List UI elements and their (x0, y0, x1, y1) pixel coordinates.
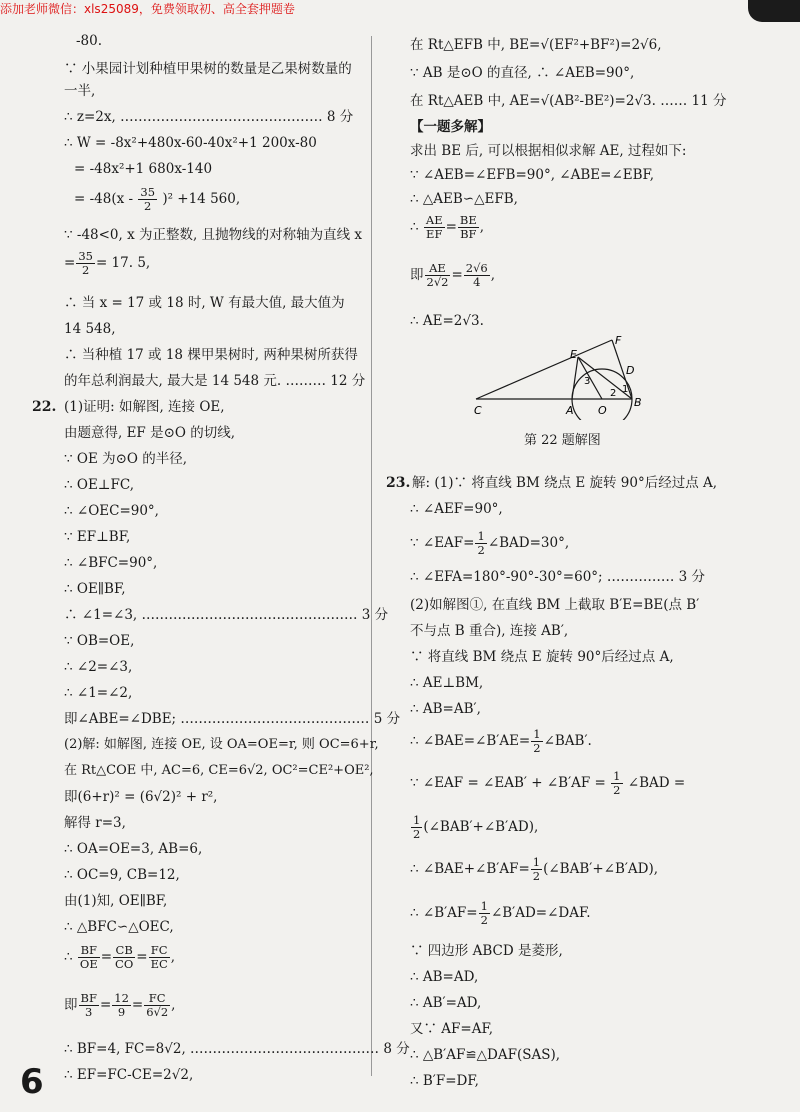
label-A: A (566, 404, 574, 417)
text-line: = $\frac{35}{2}$ = 17. 5, (64, 249, 151, 277)
denominator: 2 (533, 741, 541, 755)
text-line: 在 Rt△EFB 中, BE=√(EF²+BF²)=2√6, (410, 37, 662, 53)
section-heading: 【一题多解】 (410, 119, 491, 135)
text-line: ∴ AE⊥BM, (410, 675, 484, 691)
numerator: 35 (78, 249, 93, 263)
score-line: 即∠ABE=∠DBE; …………………………………… 5 分 (64, 711, 401, 727)
text-line: 解得 r=3, (64, 815, 126, 831)
fraction (458, 214, 479, 241)
text-line: (1)证明: 如解图, 连接 OE, (64, 399, 225, 415)
text-line: ∴ AE=2√3. (410, 313, 484, 329)
right-column (372, 0, 800, 1112)
text-line: 由题意得, EF 是⊙O 的切线, (64, 425, 236, 441)
numerator: 1 (480, 899, 488, 913)
fraction (479, 900, 490, 927)
text-fragment: 即 (64, 997, 78, 1013)
denominator: 2 (532, 869, 541, 883)
denominator: 4 (473, 275, 481, 289)
line-EA (572, 357, 578, 399)
equation-line: ∴ $\frac{BF}{OE}$ = $\frac{CB}{CO}$ = $\frac{FC}{EC}$ , (64, 943, 176, 971)
text-line: ∵ AB 是⊙O 的直径, ∴ ∠AEB=90°, (410, 65, 635, 81)
fraction (611, 770, 622, 797)
label-E: E (570, 348, 577, 361)
text-line: ∵ 将直线 BM 绕点 E 旋转 90°后经过点 A, (410, 649, 674, 665)
text-fragment: )² +14 560, (162, 191, 241, 207)
label-D: D (626, 364, 635, 377)
denominator: 2 (144, 199, 152, 213)
score-line: ∴ z=2x, ……………………………………… 8 分 (64, 109, 354, 125)
text-line: 由(1)知, OE∥BF, (64, 893, 168, 909)
figure-caption: 第 22 题解图 (524, 433, 601, 448)
fraction (149, 944, 170, 971)
text-line: 14 548, (64, 321, 116, 337)
text-line: ∴ W = -8x²+480x-60-40x²+1 200x-80 (64, 135, 317, 151)
text-line: = -48x²+1 680x-140 (74, 161, 213, 177)
fraction (424, 214, 445, 241)
text-fragment: ∴ ∠BAE+∠B′AF= (410, 861, 530, 877)
text-line: ∴ OC=9, CB=12, (64, 867, 180, 883)
equation-line (410, 530, 569, 557)
denominator: EC (150, 957, 168, 971)
equation-line: 即 $\frac{BF}{3}$ = $\frac{12}{9}$ = $\frac{FC}{6√2}$ , (64, 991, 176, 1019)
equation-line (410, 770, 685, 797)
numerator: FC (144, 992, 170, 1006)
text-line: -80. (76, 33, 103, 49)
text-line: ∵ OB=OE, (64, 633, 135, 649)
denominator: EF (426, 227, 443, 241)
fraction (475, 530, 486, 557)
numerator: AE (425, 213, 443, 227)
text-fragment: = -48(x - (74, 191, 134, 207)
text-line: ∴ B′F=DF, (410, 1073, 479, 1089)
text-fragment: ∵ ∠EAF = ∠EAB′ + ∠B′AF = (410, 775, 606, 791)
text-line: ∴ ∠OEC=90°, (64, 503, 159, 519)
text-line: ∴ AB=AB′, (410, 701, 481, 717)
fraction (464, 262, 490, 289)
text-fragment: ∠BAD=30°, (487, 535, 570, 551)
text-line: 在 Rt△COE 中, AC=6, CE=6√2, OC²=CE²+OE², (64, 763, 374, 778)
denominator: CO (115, 957, 134, 971)
numerator: AE (425, 262, 451, 276)
numerator: 12 (114, 991, 129, 1005)
label-F: F (615, 334, 622, 347)
text-line: ∵ ∠AEB=∠EFB=90°, ∠ABE=∠EBF, (410, 167, 655, 183)
text-fragment: ∠B′AD=∠DAF. (490, 905, 591, 921)
text-line: ∵ -48<0, x 为正整数, 且抛物线的对称轴为直线 x (64, 227, 362, 243)
text-line: ∴ ∠BFC=90°, (64, 555, 158, 571)
text-line: 不与点 B 重合), 连接 AB′, (410, 623, 569, 639)
fraction (79, 992, 99, 1019)
score-line: ∴ ∠EFA=180°-90°-30°=60°; …………… 3 分 (410, 569, 706, 585)
numerator: BE (459, 213, 477, 227)
equation-line (410, 728, 592, 755)
text-fragment: ∴ ∠B′AF= (410, 905, 478, 921)
text-line: ∴ OE⊥FC, (64, 477, 135, 493)
numerator: 35 (140, 185, 156, 199)
text-line: (2)解: 如解图, 连接 OE, 设 OA=OE=r, 则 OC=6+r, (64, 737, 379, 752)
angle-label-2: 2 (610, 388, 617, 399)
watermark-text: 添加老师微信：xls25089，免费领取初、高全套押题卷 (0, 2, 295, 16)
denominator: 6√2 (146, 1005, 169, 1019)
text-fragment: (∠BAB′+∠B′AD), (423, 819, 539, 835)
text-line: ∴ ∠AEF=90°, (410, 501, 503, 517)
numerator: 1 (477, 529, 485, 543)
text-fragment: ∠BAD = (627, 775, 686, 791)
text-fragment: = 17. 5, (95, 255, 151, 271)
fraction (138, 186, 157, 213)
numerator: BF (80, 991, 97, 1005)
text-line: 一半, (64, 83, 96, 99)
fraction (531, 728, 542, 755)
denominator: 9 (117, 1005, 126, 1019)
denominator: 2 (413, 827, 421, 841)
score-line: 在 Rt△AEB 中, AE=√(AB²-BE²)=2√3. …… 11 分 (410, 93, 727, 109)
label-B: B (634, 396, 642, 409)
equation-line: ∴ $\frac{AE}{EF}$ = $\frac{BE}{BF}$ , (410, 213, 485, 241)
text-line: ∴ EF=FC-CE=2√2, (64, 1067, 194, 1083)
text-line: ∵ 四边形 ABCD 是菱形, (410, 943, 563, 959)
question-number: 23. (386, 475, 411, 491)
text-line: ∴ △BFC∽△OEC, (64, 919, 174, 935)
numerator: 1 (532, 855, 541, 869)
text-line: ∴ 当种植 17 或 18 棵甲果树时, 两种果树所获得 (64, 347, 358, 363)
denominator: BF (460, 227, 477, 241)
text-line: ∵ OE 为⊙O 的半径, (64, 451, 188, 467)
fraction (425, 262, 451, 289)
denominator: 2√2 (426, 275, 449, 289)
fraction (113, 944, 135, 971)
numerator: 1 (613, 769, 621, 783)
fraction (78, 944, 100, 971)
denominator: OE (79, 957, 98, 971)
text-line: ∴ AB′=AD, (410, 995, 482, 1011)
numerator: 1 (413, 813, 421, 827)
text-fragment: ∴ (410, 219, 419, 235)
denominator: 2 (81, 263, 90, 277)
denominator: 2 (477, 543, 485, 557)
page-number: 6 (20, 1062, 44, 1102)
numerator: BF (78, 944, 100, 958)
text-line: (2)如解图①, 在直线 BM 上截取 B′E=BE(点 B′ (410, 597, 700, 613)
text-line: ∴ △B′AF≌△DAF(SAS), (410, 1047, 561, 1063)
text-line (74, 186, 240, 213)
fraction (76, 250, 95, 277)
text-fragment: ∴ ∠BAE=∠B′AE= (410, 733, 531, 749)
numerator: CB (113, 944, 135, 958)
text-fragment: 即 (410, 267, 424, 283)
text-line: 即(6+r)² = (6√2)² + r², (64, 789, 218, 805)
text-line: 求出 BE 后, 可以根据相似求解 AE, 过程如下: (410, 143, 687, 159)
denominator: 2 (480, 913, 488, 927)
text-fragment: (∠BAB′+∠B′AD), (543, 861, 659, 877)
equation-line: 即 $\frac{AE}{2√2}$ = $\frac{2√6}{4}$ , (410, 261, 496, 289)
score-line: ∴ BF=4, FC=8√2, …………………………………… 8 分 (64, 1041, 410, 1057)
label-O: O (598, 404, 607, 417)
text-line: 又∵ AF=AF, (410, 1021, 494, 1037)
text-line: ∴ 当 x = 17 或 18 时, W 有最大值, 最大值为 (64, 295, 345, 311)
fraction (411, 814, 422, 841)
fraction (112, 992, 131, 1019)
text-line: 解: (1)∵ 将直线 BM 绕点 E 旋转 90°后经过点 A, (412, 475, 718, 491)
geometry-figure (472, 326, 652, 420)
text-fragment: ∴ (64, 949, 73, 965)
question-number: 22. (32, 399, 57, 415)
denominator: 2 (613, 783, 621, 797)
text-line: ∵ EF⊥BF, (64, 529, 131, 545)
text-line: ∴ ∠2=∠3, (64, 659, 133, 675)
text-line: ∴ △AEB∽△EFB, (410, 191, 518, 207)
score-line: ∴ ∠1=∠3, ………………………………………… 3 分 (64, 607, 389, 623)
text-line: ∴ AB=AD, (410, 969, 479, 985)
fraction (531, 856, 542, 883)
numerator: 1 (533, 727, 541, 741)
label-C: C (474, 404, 482, 417)
text-line: ∵ 小果园计划种植甲果树的数量是乙果树数量的 (64, 61, 352, 77)
text-fragment: ∠BAB′. (543, 733, 592, 749)
denominator: 3 (85, 1005, 93, 1019)
text-line: ∴ OE∥BF, (64, 581, 126, 597)
numerator: FC (149, 944, 170, 958)
numerator: 2√6 (465, 261, 488, 275)
text-line: ∴ ∠1=∠2, (64, 685, 133, 701)
text-line: ∴ OA=OE=3, AB=6, (64, 841, 203, 857)
score-line: 的年总利润最大, 最大是 14 548 元. ……… 12 分 (64, 373, 366, 389)
text-fragment: ∵ ∠EAF= (410, 535, 475, 551)
fraction (144, 992, 170, 1019)
equation-line (410, 900, 591, 927)
angle-label-1: 1 (622, 384, 629, 395)
line-CF (476, 340, 612, 399)
angle-label-3: 3 (584, 376, 591, 387)
equation-line (410, 856, 658, 883)
equation-line (410, 814, 538, 841)
